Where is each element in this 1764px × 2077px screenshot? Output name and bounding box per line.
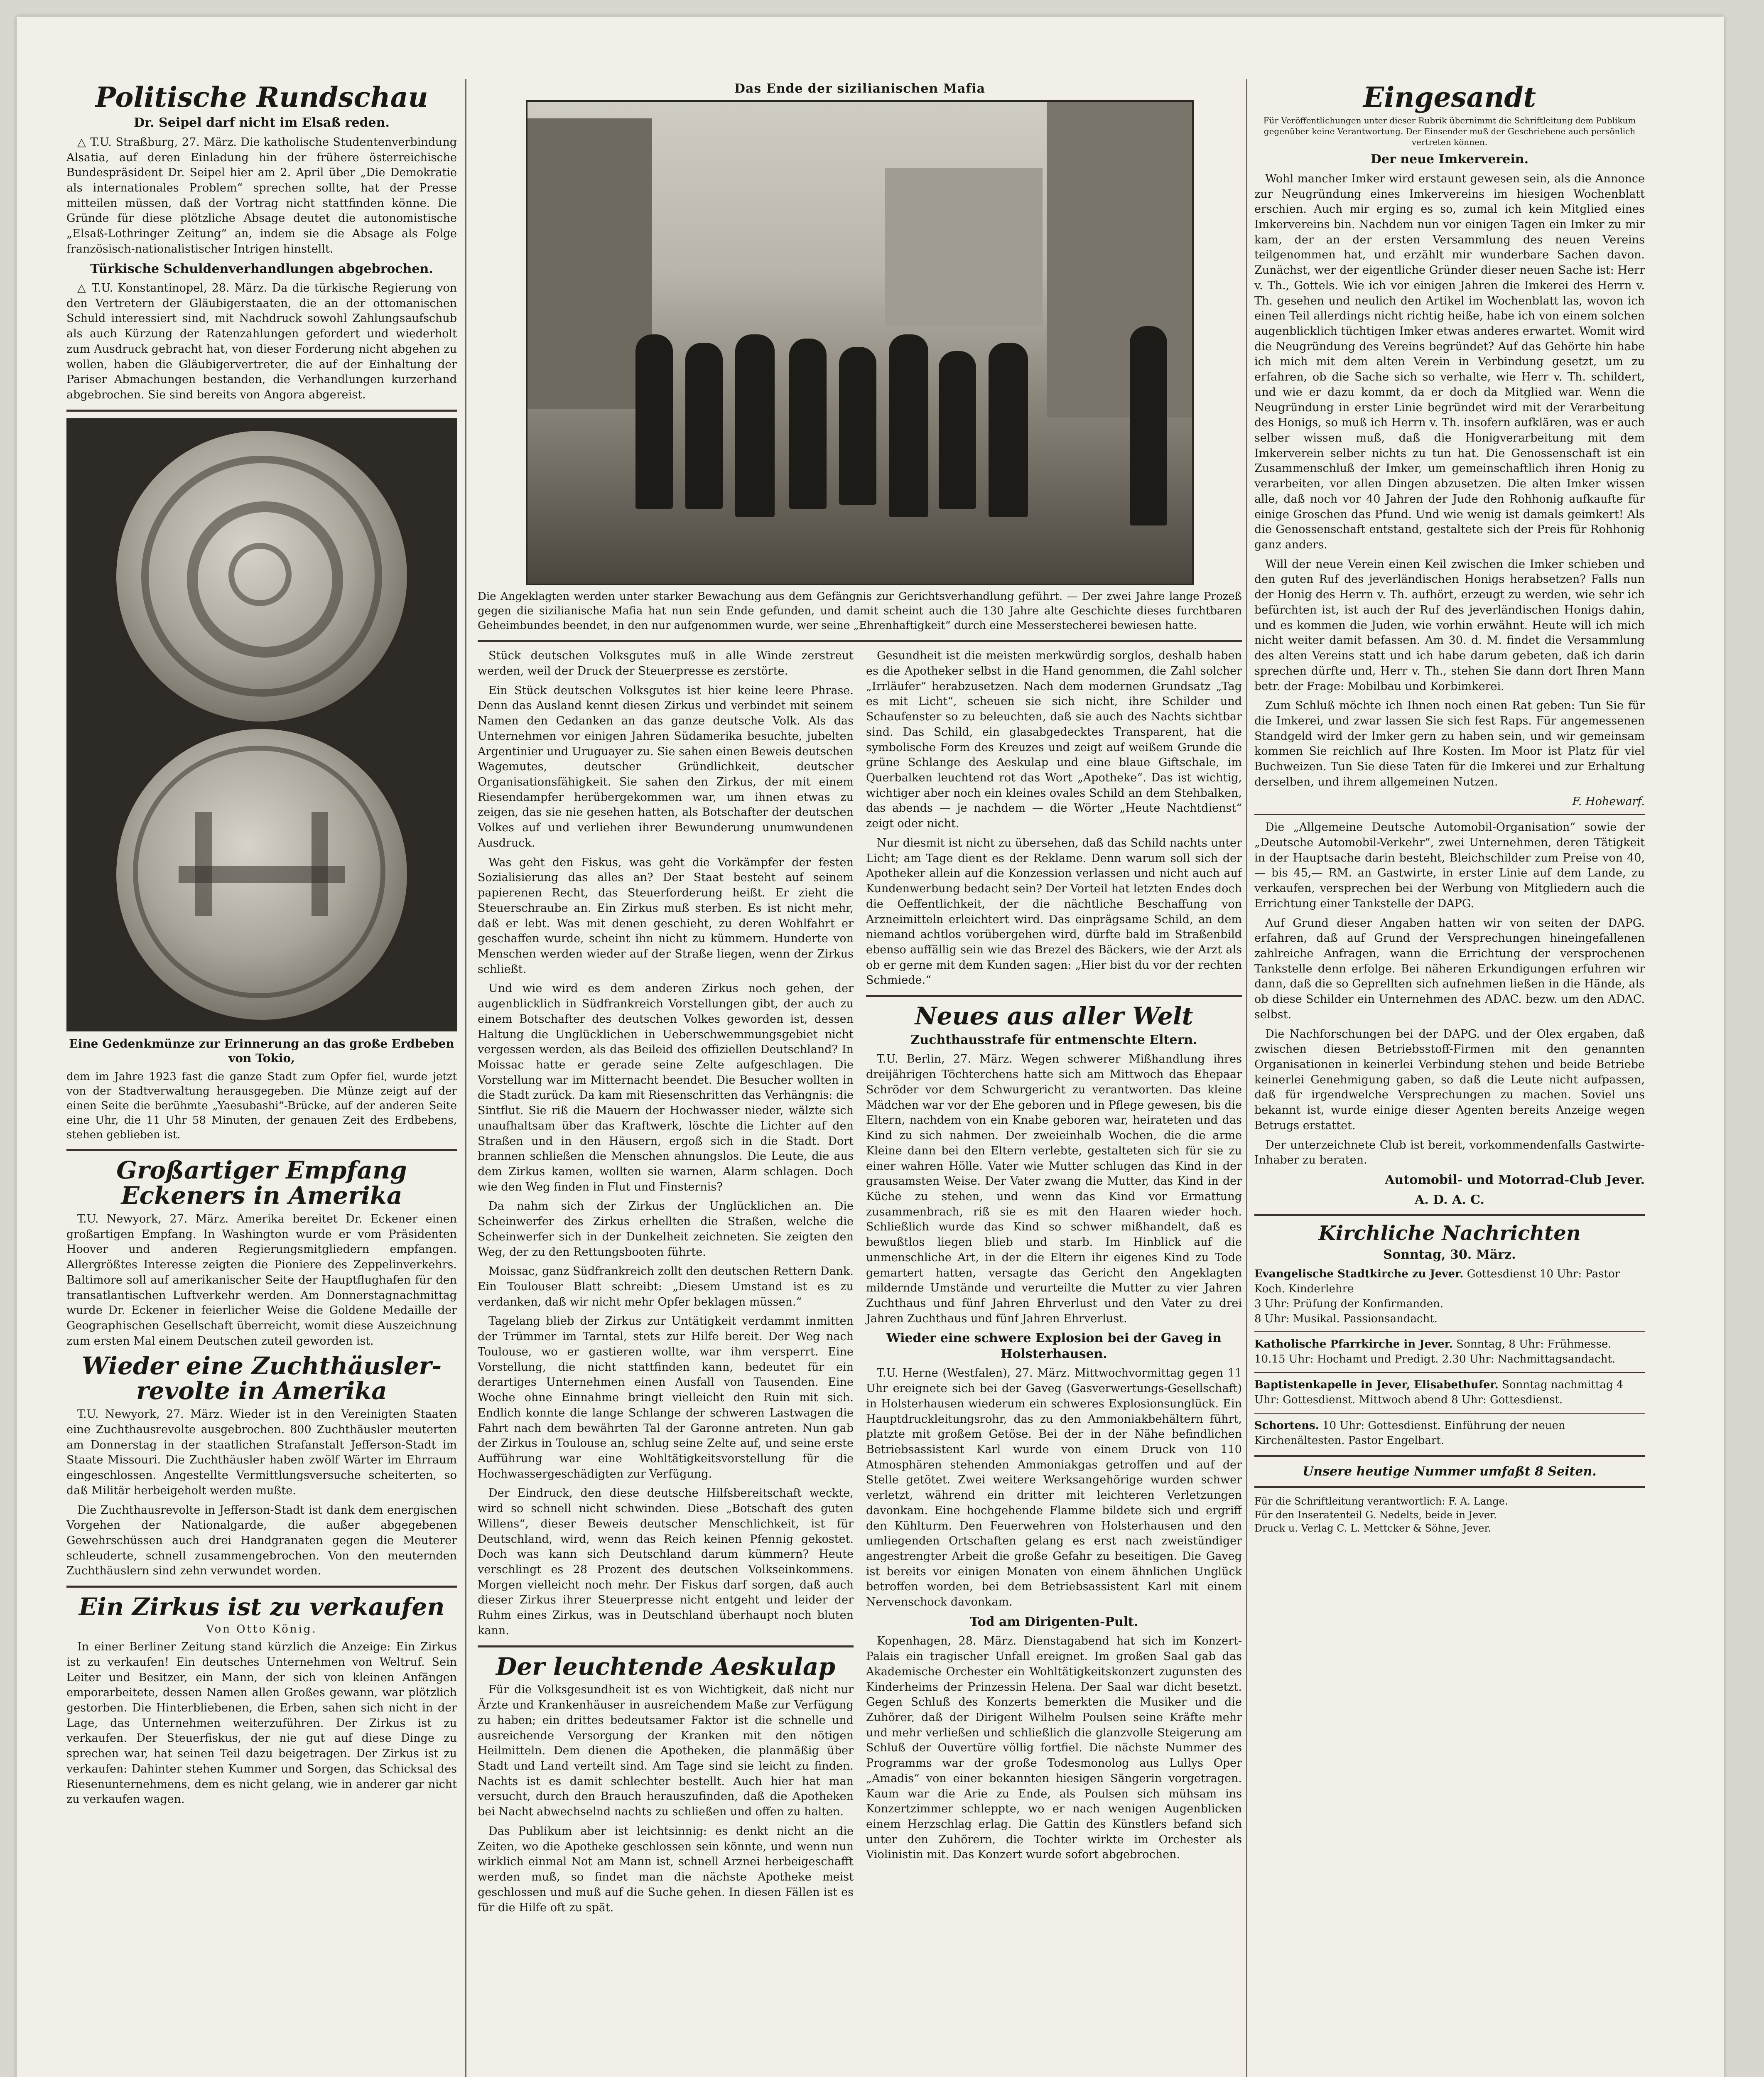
politik-headline: Politische Rundschau xyxy=(95,81,428,113)
coin-bridge-side-image xyxy=(116,729,407,1020)
neues-headline: Neues aus aller Welt xyxy=(915,1002,1193,1031)
zirkus-cont-text-8: Der Eindruck, den diese deutsche Hilfsbereitschaft weckte, wird so schnell nicht schwinden. Diese „Botschaft des guten Willens“, dieser Beweis deutscher Menschlichkeit, ist für Deutschland, wird, wenn das Reich keinen Pfennig gekostet. Doch was kann sich Deutschland darum kümmern? Heute verschlingt es 28 Prozent des deutschen Volkseinkommens. Morgen vielleicht noch mehr. Der Fiskus darf sorgen, daß auch dieser Zirkus ihrer Steuerpresse nicht entgeht und leider der Ruhm eines Zirkus, was in Deutschland überhaupt noch bluten kann. xyxy=(478,1487,854,1637)
mafia-photo-title: Das Ende der sizilianischen Mafia xyxy=(734,81,986,96)
zirkus-continued xyxy=(478,648,854,1920)
section-divider xyxy=(478,640,1242,642)
coin-photo xyxy=(66,418,457,1031)
kirche-baptisten-title: Baptistenkapelle in Jever, Elisabethufer. xyxy=(1254,1379,1499,1392)
politik-text-turkey: △ T.U. Konstantinopel, 28. März. Da die türkische Regierung von den Vertretern der Gläubigerstaaten, die an der ottomanischen Schuld interessiert sind, mit Nachdruck sowohl Zahlungsaufschub als auch Kürzung der Ratenzahlungen gefordert und wiederholt zum Ausdruck gebracht hat, von dieser Forderung nicht abgehen zu wollen, haben die Gläubigervertreter, die auf der Einhaltung der Pariser Abmachungen bestanden, die Verhandlungen kurzerhand abgebrochen. Sie sind bereits von Angora abgereist. xyxy=(66,282,457,402)
automobil-text-2: Auf Grund dieser Angaben hatten wir von seiten der DAPG. erfahren, daß auf Grund der Versprechungen hineingefallenen zahlreiche Anfragen, wann die Errichtung der versprochenen Tankstelle denn erfolge. Bei näheren Erkundigungen erfuhren wir dann, daß die so Geprellten sich aufnehmen ließen in die Hände, als ob diese Schilder ein Unternehmen des ADAC. bezw. um den ADAC. selbst. xyxy=(1254,916,1645,1021)
coin-caption: dem im Jahre 1923 fast die ganze Stadt zum Opfer fiel, wurde jetzt von der Stadtverwaltung herausgegeben. Die Münze zeigt auf der einen Seite die berühmte „Yaesubashi“-Brücke, auf der anderen Seite eine Uhr, die 11 Uhr 58 Minuten, der genauen Zeit des Erdbebens, stehen geblieben ist. xyxy=(66,1070,457,1142)
zirkus-cont-text-6: Moissac, ganz Südfrankreich zollt den deutschen Rettern Dank. Ein Toulouser Blatt schreibt: „Diesem Umstand ist es zu verdanken, daß wir nicht mehr Opfer beklagen müssen.“ xyxy=(478,1265,854,1309)
aeskulap-text-1: Für die Volksgesundheit ist es von Wichtigkeit, daß nicht nur Ärzte und Krankenhäuser in ausreichendem Maße zur Verfügung zu haben; ein drittes bedeutsamer Faktor ist die schnelle und ausreichende Versorgung der Kranken mit den nötigen Heilmitteln. Dem dienen die Apotheken, die planmäßig über Stadt und Land verteilt sind. Am Tage sind sie leicht zu finden. Nachts ist es damit schlechter bestellt. Auch hier hat man versucht, durch den Brauch herauszufinden, daß die Apotheken bei Nacht abwechselnd nachts zu schließen und offen zu halten. xyxy=(478,1683,854,1819)
left-column xyxy=(66,79,457,2077)
section-divider xyxy=(1254,1486,1645,1488)
imkerverein-subhead: Der neue Imkerverein. xyxy=(1370,152,1529,167)
column-rule-left xyxy=(465,79,466,2077)
column-rule-right xyxy=(1246,79,1247,2077)
zirkus-cont-text-1: Stück deutschen Volksgutes muß in alle Winde zerstreut werden, weil der Druck der Steuerpresse es zerstörte. xyxy=(478,649,854,678)
middle-text-columns xyxy=(478,648,1242,1920)
kirche-schortens xyxy=(1254,1419,1645,1448)
imkerverein-text-2: Will der neue Verein einen Keil zwischen die Imker schieben und den guten Ruf des jeverländischen Honigs herabsetzen? Falls nun der Honig des Herrn v. Th. aufhört, erzeugt zu werden, wie sehr ich befürchten ist, ist auch der Ruf des jeverländischen Honigs dahin, und es kommen die Juden, wie vorhin erwähnt. Heute will ich mich nicht weiter damit befassen. Am 30. d. M. findet die Versammlung des alten Vereins statt und ich habe darum gebeten, daß ich darin sprechen dürfte und, Herr v. Th., stehen Sie dann dort Ihren Mann betr. der Frage: Mobilbau und Korbimkerei. xyxy=(1254,557,1645,693)
newspaper-page xyxy=(17,17,1724,2077)
right-column xyxy=(1254,79,1645,2077)
automobil-text-3: Die Nachforschungen bei der DAPG. und der Olex ergaben, daß zwischen diesen Betriebsstoff-Firmen mit den genannten Organisationen in keinerlei Verbindung stehen und beide Betriebe keinerlei Genehmigung gaben, so daß die Leute nicht aufpassen, daß für irgendwelche Versprechungen zu machen. Soviel uns bekannt ist, wurde einige dieser Agenten bereits Anzeige wegen Betrugs erstattet. xyxy=(1254,1027,1645,1132)
section-divider xyxy=(1254,1455,1645,1457)
politik-subhead-seipel: Dr. Seipel darf nicht im Elsaß reden. xyxy=(134,115,390,130)
automobil-text-1: Die „Allgemeine Deutsche Automobil-Organisation“ sowie der „Deutsche Automobil-Verkehr“, zwei Unternehmen, deren Tätigkeit in der Hauptsache darin besteht, Bleichschilder zum Preise von 40,— bis 45,— RM. an Gastwirte, in erster Linie auf dem Lande, zu verkaufen, versprechen bei der Werbung von Mitgliedern auch die Errichtung einer Tankstelle der DAPG. xyxy=(1254,821,1645,910)
kirche-evangelisch xyxy=(1254,1267,1645,1327)
eingesandt-disclaimer: Für Veröffentlichungen unter dieser Rubrik übernimmt die Schriftleitung dem Publikum gegenüber keine Verantwortung. Der Einsender muß der Geschriebene auch persönlich vertreten können. xyxy=(1263,115,1636,147)
neues-text-explosion: T.U. Herne (Westfalen), 27. März. Mittwochvormittag gegen 11 Uhr ereignete sich bei der Gaveg (Gasverwertungs-Gesellschaft) in Holsterhausen wiederum ein schweres Explosionsunglück. Ein Hauptdruckleitungsrohr, das zu den Ammoniakbehältern führt, platzte mit großem Getöse. Bei der in der Nähe befindlichen Betriebsassistent Karl wurde von einem Druck von 110 Atmosphären stehenden Ammoniakgas getroffen und auf der Stelle getötet. Zwei weitere Werksangehörige wurden schwer verletzt, während ein dritter mit leichteren Verletzungen davonkam. Eine hochgehende Flamme bildete sich und ergriff den Kühlturm. Den Feuerwehren von Holsterhausen und den umliegenden Ortschaften gelang es erst nach zweistündiger angestrengter Arbeit die große Gefahr zu beseitigen. Die Gaveg ist bereits vor einigen Monaten von einem ähnlichen Unglück betroffen worden, bei dem Betriebsassistent Karl mit einem Nervenschock davonkam. xyxy=(866,1367,1242,1609)
zirkus-cont-text-5: Da nahm sich der Zirkus der Unglücklichen an. Die Scheinwerfer des Zirkus erhellten die Straßen, welche die Scheinwerfer sich in der Dunkelheit zeichneten. Sie zeigten den Weg, der zu den Rettungsbooten führte. xyxy=(478,1200,854,1259)
kirche-date: Sonntag, 30. März. xyxy=(1383,1247,1516,1262)
section-divider xyxy=(1254,1331,1645,1332)
revolte-text-2: Die Zuchthausrevolte in Jefferson-Stadt ist dank dem energischen Vorgehen der Nationalgarde, die außer abgegebenen Gewehrschüssen auch drei Handgranaten gegen die Meuterer schleuderte, schnell zusammengebrochen. Von den meuternden Zuchthäuslern sind zehn verwundet worden. xyxy=(66,1503,457,1578)
kirche-evangelisch-line-3: 8 Uhr: Musikal. Passionsandacht. xyxy=(1254,1312,1438,1325)
kirche-evangelisch-title: Evangelische Stadtkirche zu Jever. xyxy=(1254,1267,1464,1280)
zirkus-cont-text-3: Was geht den Fiskus, was geht die Vorkämpfer der festen Sozialisierung das alles an? Der Staat besteht auf seinem papierenen Recht, das Steuerforderung heißt. Er zieht die Steuerschraube an. Ein Zirkus muß sterben. Es ist nicht mehr, daß er lebt. Was mit denen geschieht, zu deren Wohlfahrt er geschaffen wurde, scheint ihn nicht zu kümmern. Hunderte von Menschen werden wieder auf der Straße liegen, wenn der Zirkus schließt. xyxy=(478,856,854,976)
section-divider xyxy=(1254,1214,1645,1216)
eckener-text: T.U. Newyork, 27. März. Amerika bereitet Dr. Eckener einen großartigen Empfang. In Washington wurde er vom Präsidenten Hoover und anderen Regierungsmitgliedern empfangen. Allergrößtes Interesse zeigten die Pioniere des Zeppelinverkehrs. Baltimore soll auf amerikanischer Seite der Hauptflughafen für den transatlantischen Luftverkehr werden. Am Donnerstagnachmittag wurde Dr. Eckener in feierlicher Weise die Goldene Medaille der Geographischen Gesellschaft überreicht, womit diese Auszeichnung zum ersten Mal einem Deutschen zuteil geworden ist. xyxy=(66,1213,457,1348)
imkerverein-text-1: Wohl mancher Imker wird erstaunt gewesen sein, als die Annonce zur Neugründung eines Imkervereins im hiesigen Wochenblatt erschien. Auch mir erging es so, zumal ich kein Mitglied eines Imkervereins bin. Nachdem nun vor einigen Tagen ein Imker zu mir kam, der an der ersten Versammlung des neuen Vereins teilgenommen hat, und erzählt mir wunderbare Sachen davon. Zunächst, wer der eigentliche Gründer dieser neuen Sache ist: Herr v. Th., Gottels. Wie ich vor einigen Jahren die Imkerei des Herrn v. Th. gesehen und neulich den Artikel im Wochenblatt las, wovon ich einen Teil allerdings nicht richtig heiße, habe ich von einem solchen augenblicklich tüchtigen Imker etwas anderes erwartet. Womit wird die Neugründung des Vereins begründet? Auf das Gehörte hin habe ich mich mit dem alten Verein in Verbindung gesetzt, um zu erfahren, ob die Sache sich so verhalte, wie Herr v. Th. schildert, und wie er dazu kommt, da er doch da Mitglied war. Wenn die Neugründung in erster Linie begründet wird mit der Verarbeitung des Honigs, so muß ich Herrn v. Th. insofern aufklären, was er auch selber wissen muß, daß die Honigverarbeitung mit dem Imkerverein selber nichts zu tun hat. Die Genossenschaft ist ein Zusammenschluß der Imker, um gemeinschaftlich ihren Honig zu verarbeiten, vor allen Dingen abzusetzen. Die alten Imker wissen alle, daß noch vor 40 Jahren der Jude den Rohhonig aufkaufte für einige Groschen das Pfund. Und wie wenig ist damals geimkert! Als die Genossenschaft entstand, gestaltete sich der Preis für Rohhonig ganz anders. xyxy=(1254,172,1645,552)
section-divider xyxy=(1254,814,1645,815)
zirkus-text: In einer Berliner Zeitung stand kürzlich die Anzeige: Ein Zirkus ist zu verkaufen! Ein deutsches Unternehmen von Weltruf. Sein Leiter und Besitzer, ein Mann, der sich von kleinen Anfängen emporarbeitete, dessen Namen allen Großes gewann, war plötzlich gestorben. Die Hinterbliebenen, die Erben, sahen sich nicht in der Lage, das Unternehmen weiterzuführen. Der Zirkus ist zu verkaufen. Der Steuerfiskus, der nie gut auf diese Dinge zu sprechen war, hat seinen Teil dazu beigetragen. Der Zirkus ist zu verkaufen: Dahinter stehen Kummer und Sorgen, das Schicksal des Riesenunternehmens, dem es nicht gelang, wie in anderer gar nicht zu verkaufen wagen. xyxy=(66,1640,457,1806)
section-divider xyxy=(1254,1413,1645,1414)
section-divider xyxy=(478,1645,854,1647)
zirkus-cont-text-7: Tagelang blieb der Zirkus zur Untätigkeit verdammt inmitten der Trümmer im Tarntal, stets zur Hilfe bereit. Der Weg nach Toulouse, wo er gastieren wollte, war ihm versperrt. Eine Vorstellung, die nicht stattfinden kann, bedeutet für ein derartiges Unternehmen einen Ausfall von Tausenden. Eine Woche ohne Einnahme bringt vielleicht den Ruin mit sich. Endlich konnte die lange Schlange der schweren Lastwagen die Fahrt nach dem bewährten Tal der Garonne antreten. Nun gab der Zirkus in Toulouse an, schlug seine Zelte auf, und seine erste Aufführung war eine Wohltätigkeitsvorstellung für die Hochwassergeschädigten zur Verfügung. xyxy=(478,1315,854,1480)
imprint-publisher: Druck u. Verlag C. L. Mettcker & Söhne, Jever. xyxy=(1254,1522,1491,1534)
section-divider xyxy=(866,995,1242,997)
neues-text-dirigent: Kopenhagen, 28. März. Dienstagabend hat sich im Konzert-Palais ein tragischer Unfall ereignet. Im großen Saal gab das Akademische Orchester ein Wohltätigkeitskonzert zugunsten des Kinderheims der Prinzessin Helena. Der Saal war dicht besetzt. Gegen Schluß des Konzerts bemerkten die Musiker und die Zuhörer, daß der Dirigent Wilhelm Poulsen seine Kräfte mehr und mehr verließen und schließlich die glanzvolle Steigerung am Schluß der Ouvertüre völlig fortfiel. Die nächste Nummer des Programms war der große Todesmonolog aus Lullys Oper „Amadis“ von einer bekannten hiesigen Sängerin vorgetragen. Kaum war die Arie zu Ende, als Poulsen sich mühsam ins Konzertzimmer schleppte, wo er nach wenigen Augenblicken einem Herzschlag erlag. Die Gattin des Künstlers befand sich unter den Zuhörern, die Tochter wirkte im Orchester als Violinistin mit. Das Konzert wurde sofort abgebrochen. xyxy=(866,1635,1242,1861)
mafia-caption: Die Angeklagten werden unter starker Bewachung aus dem Gefängnis zur Gerichtsverhandlung geführt. — Der zwei Jahre lange Prozeß gegen die sizilianische Mafia hat nun sein Ende gefunden, und damit scheint auch die 130 Jahre alte Geschichte dieses furchtbaren Geheimbundes beendet, in den nur aufgenommen wurde, wer seine „Ehrenhaftigkeit“ durch eine Messerstecherei bewiesen hatte. xyxy=(478,590,1242,632)
imkerverein-text-3: Zum Schluß möchte ich Ihnen noch einen Rat geben: Tun Sie für die Imkerei, und zwar lassen Sie sich fest Raps. Für angemessenen Standgeld wird der Imker gern zu haben sein, und wir gemeinsam kommen Sie reichlich auf Ihre Kosten. Im Moor ist Platz für viel Buchweizen. Tun Sie diese Taten für die Imkerei und zur Erhaltung derselben, und ihrem allgemeinen Nutzen. xyxy=(1254,699,1645,788)
section-divider xyxy=(1254,1372,1645,1373)
politik-text-seipel: △ T.U. Straßburg, 27. März. Die katholische Studentenverbindung Alsatia, auf deren Einladung hin der frühere österreichische Bundespräsident Dr. Seipel hier am 2. April über „Die Demokratie als internationales Problem“ sprechen sollte, hat der Presse mitteilen müssen, daß der Vortrag nicht stattfinden könne. Die Gründe für diese plötzliche Absage deutet die autonomistische „Elsaß-Lothringer Zeitung“ an, indem sie die Absage als Folge französisch-nationalistischer Intrigen hinstellt. xyxy=(66,135,457,255)
kirche-headline: Kirchliche Nachrichten xyxy=(1318,1222,1581,1245)
neues-subhead-explosion: Wieder eine schwere Explosion bei der Gaveg in Holsterhausen. xyxy=(886,1331,1222,1361)
kirche-evangelisch-line-2: 3 Uhr: Prüfung der Konfirmanden. xyxy=(1254,1297,1444,1310)
zirkus-headline: Ein Zirkus ist zu verkaufen xyxy=(79,1593,445,1621)
zirkus-cont-text-4: Und wie wird es dem anderen Zirkus noch gehen, der augenblicklich in Südfrankreich Vorstellungen gibt, der auch zu einem Botschafter des deutschen Volkes geworden ist, dessen Haltung die Unglücklichen in Ueberschwemmungsgebiet nicht vergessen werden, als das Beileid des offiziellen Deutschland? In Moissac hatte er gerade seine Zelte aufgeschlagen. Die Vorstellung war im Mitternacht beendet. Die Besucher wollten in die Stadt zurück. Da kam mit Riesenschritten das Verhängnis: die Sintflut. Sie riß die Mauern der Hochwasser nieder, wälzte sich unaufhaltsam über das Kraftwerk, löschte die Lichter auf den Straßen und in den Häusern, ergoß sich in die Stadt. Dort brannen schließen die Menschen ahnungslos. Die Leute, die aus dem Zirkus kamen, wollten sie warnen, Alarm schlagen. Doch wie den Weg finden in Flut und Finsternis? xyxy=(478,982,854,1193)
kirche-katholisch-title: Katholische Pfarrkirche in Jever. xyxy=(1254,1338,1453,1351)
coin-clock-side-image xyxy=(116,431,407,722)
aeskulap-cont-text-1: Gesundheit ist die meisten merkwürdig sorglos, deshalb haben es die Apotheker selbst in die Hand genommen, die Zahl solcher „Irrläufer“ herabzusetzen. Nach dem modernen Grundsatz „Tag es mit Licht“, scheuen sie sich nicht, ihre Schilder und Schaufenster so zu beleuchten, daß sie auch des Nachts sichtbar sind. Das Schild, ein glasabgedecktes Transparent, hat die symbolische Form des Kreuzes und zeigt auf weißem Grunde die grüne Schlange des Aeskulap und eine blaue Giftschale, im Querbalken leuchtend rot das Wort „Apotheke“. Das ist wichtig, wichtiger aber noch ein kleines ovales Schild an dem Stehbalken, das abends — je nachdem — die Wörter „Heute Nachtdienst“ zeigt oder nicht. xyxy=(866,649,1242,830)
neues-subhead-dirigent: Tod am Dirigenten-Pult. xyxy=(969,1614,1138,1629)
zirkus-cont-text-2: Ein Stück deutschen Volksgutes ist hier keine leere Phrase. Denn das Ausland kennt diesen Zirkus und verbindet mit seinem Namen den Gedanken an das ganze deutsche Volk. Als das Unternehmen vor einigen Jahren Südamerika besuchte, jubelten Argentinier und Uruguayer zu. Sie sahen einen Beweis deutschen Wagemutes, deutscher Gründlichkeit, deutscher Organisationsfähigkeit. Sie sahen den Zirkus, der mit einem Riesendampfer herübergekommen war, um ihnen etwas zu zeigen, das sie nie gesehen hatten, als Botschafter der deutschen Volkes auf und verliehen ihrer Bewunderung unumwundenen Ausdruck. xyxy=(478,684,854,849)
imprint-editor: Für die Schriftleitung verantwortlich: F. A. Lange. xyxy=(1254,1495,1508,1507)
middle-column xyxy=(478,79,1242,2077)
automobil-signature-club: Automobil- und Motorrad-Club Jever. xyxy=(1385,1173,1645,1188)
kirche-katholisch-text: Sonntag, 8 Uhr: Frühmesse. 10.15 Uhr: Hochamt und Predigt. 2.30 Uhr: Nachmittagsandacht. xyxy=(1254,1338,1616,1366)
kirche-baptisten xyxy=(1254,1378,1645,1408)
section-divider xyxy=(66,410,457,412)
eingesandt-headline: Eingesandt xyxy=(1363,81,1536,113)
neues-subhead-eltern: Zuchthausstrafe für entmenschte Eltern. xyxy=(910,1032,1197,1047)
neues-text-eltern: T.U. Berlin, 27. März. Wegen schwerer Mißhandlung ihres dreijährigen Töchterchens hatte sich am Mittwoch das Ehepaar Schröder vor dem Schwurgericht zu verantworten. Das kleine Mädchen war vor der Ehe geboren und in Pflege gewesen, bis die Eltern, nachdem von ein Knabe geboren war, heirateten und das Kind zu sich nahmen. Der zweieinhalb Wochen, die die arme Kleine dann bei den Eltern verlebte, gestalteten sich für sie zu einer wahren Hölle. Vater wie Mutter schlugen das Kind in der grausamsten Weise. Der Vater zwang die Mutter, das Kind in der Küche zu stehen, und wenn das Kind vor Ermattung zusammenbrach, riß sie es mit den Haaren wieder hoch. Schließlich wurde das Kind so schwer mißhandelt, daß es bewußtlos liegen blieb und starb. Im Hinblick auf die unmenschliche Art, in der die Eltern ihr eigenes Kind zu Tode gemartert hatten, versagte das Gericht den Angeklagten mildernde Umstände und verurteilte die Mutter zu vier Jahren Zuchthaus und fünf Jahren Ehrverlust und den Vater zu drei Jahren Zuchthaus und fünf Jahren Ehrverlust. xyxy=(866,1053,1242,1325)
section-divider xyxy=(66,1586,457,1588)
eckener-headline: Großartiger Empfang Eckeners in Amerika xyxy=(116,1156,407,1210)
coin-caption-title: Eine Gedenkmünze zur Erinnerung an das große Erdbeben von Tokio, xyxy=(69,1036,454,1065)
page-count-note: Unsere heutige Nummer umfaßt 8 Seiten. xyxy=(1303,1464,1597,1479)
aeskulap-text-2: Das Publikum aber ist leichtsinnig: es denkt nicht an die Zeiten, wo die Apotheke geschlossen sein könnte, und wenn nun wirklich einmal Not am Mann ist, schnell Arznei herbeigeschafft werden muß, so findet man die nächste Apotheke meist geschlossen und muß auf die Suche gehen. In diesen Fällen ist es für die Hilfe oft zu spät. xyxy=(478,1824,854,1914)
aeskulap-and-news xyxy=(866,648,1242,1920)
politik-subhead-turkey: Türkische Schuldenverhandlungen abgebrochen. xyxy=(90,261,433,276)
imkerverein-signature: F. Hohewarf. xyxy=(1572,795,1645,808)
automobil-text-4: Der unterzeichnete Club ist bereit, vorkommendenfalls Gastwirte-Inhaber zu beraten. xyxy=(1254,1138,1645,1167)
section-divider xyxy=(66,1149,457,1151)
aeskulap-cont-text-2: Nur diesmit ist nicht zu übersehen, daß das Schild nachts unter Licht; am Tage dient es der Reklame. Denn warum soll sich der Apotheker allein auf die Konzession verlassen und nicht auch auf Kundenwerbung bedacht sein? Der Vorteil hat letzten Endes doch die Oeffentlichkeit, der die nächtliche Beschaffung von Arzneimitteln erleichtert wird. Das einprägsame Schild, an dem niemand achtlos vorübergehen wird, dürfte bald im Straßenbild ebenso auffällig sein wie das Brezel des Bäckers, wie der Arzt als ob er gerne mit dem Kunden sagen: „Hier bist du vor der rechten Schmiede.“ xyxy=(866,836,1242,987)
kirche-baptisten-text: Sonntag nachmittag 4 Uhr: Gottesdienst. Mittwoch abend 8 Uhr: Gottesdienst. xyxy=(1254,1379,1624,1407)
aeskulap-headline: Der leuchtende Aeskulap xyxy=(496,1652,836,1681)
kirche-evangelisch-line-1: Gottesdienst 10 Uhr: Pastor Koch. Kinderlehre xyxy=(1254,1267,1620,1295)
revolte-text-1: T.U. Newyork, 27. März. Wieder ist in den Vereinigten Staaten eine Zuchthausrevolte ausgebrochen. 800 Zuchthäusler meuterten am Donnerstag in der staatlichen Strafanstalt Jefferson-Stadt im Staate Missouri. Die Zuchthäusler haben zwölf Wärter im Ehrraum eingeschlossen. Angestellte Vermittlungsversuche scheiterten, so daß Militär herbeigeholt werden mußte. xyxy=(66,1408,457,1497)
automobil-signature-adac: A. D. A. C. xyxy=(1415,1192,1484,1207)
kirche-schortens-title: Schortens. xyxy=(1254,1419,1319,1432)
revolte-headline: Wieder eine Zuchthäusler-revolte in Amerika xyxy=(81,1351,442,1405)
mafia-photo xyxy=(526,100,1194,585)
zirkus-byline: Von Otto König. xyxy=(206,1623,317,1636)
kirche-katholisch xyxy=(1254,1337,1645,1367)
imprint-ads: Für den Inseratenteil G. Nedelts, beide in Jever. xyxy=(1254,1509,1497,1521)
kirche-schortens-text: 10 Uhr: Gottesdienst. Einführung der neuen Kirchenältesten. Pastor Engelbart. xyxy=(1254,1419,1565,1447)
